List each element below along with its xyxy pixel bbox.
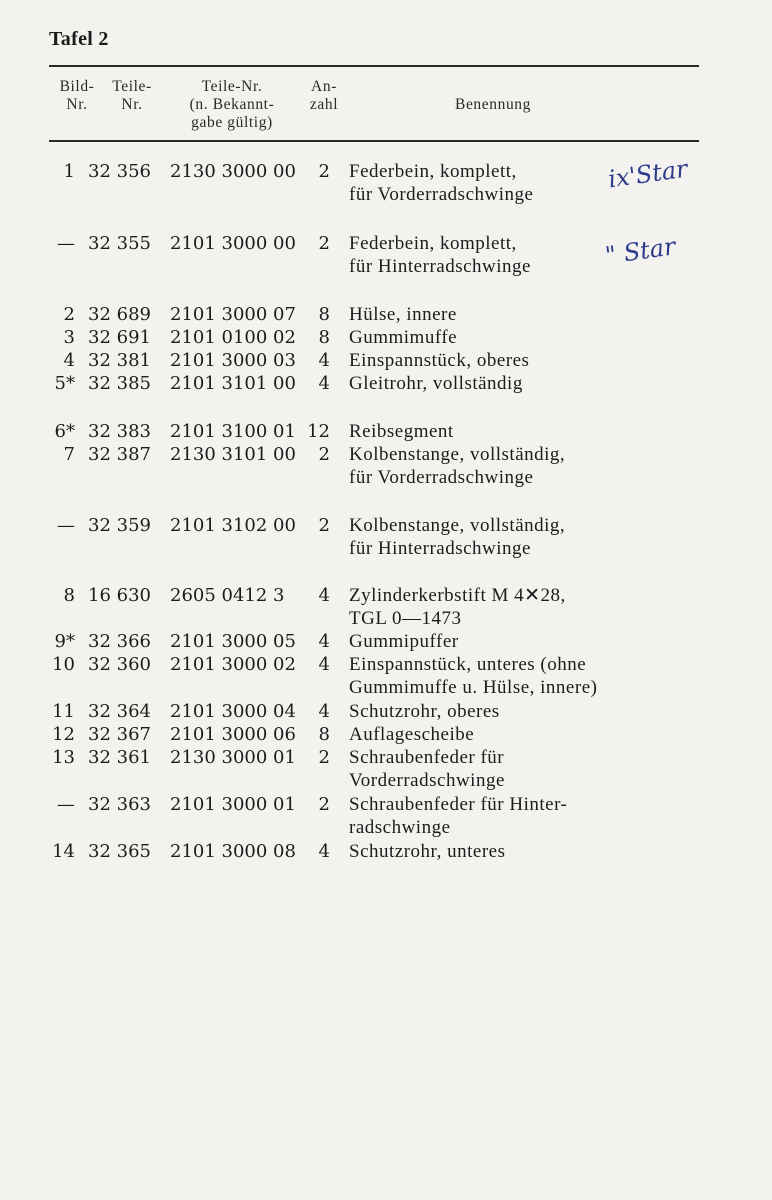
cell-bild-nr: — [57, 515, 75, 536]
cell-teile-nr: 32 387 [88, 444, 151, 465]
cell-anzahl: 2 [318, 444, 330, 465]
header-teile-nr-bekanntgabe: Teile-Nr. (n. Bekannt- gabe gültig) [189, 78, 275, 131]
cell-anzahl: 4 [318, 585, 330, 606]
cell-benennung: Einspannstück, unteres (ohne Gummimuffe u. Hülse, innere) [349, 654, 598, 698]
cell-benennung: Hülse, innere [349, 304, 457, 325]
cell-teile-nr: 32 365 [88, 841, 151, 862]
cell-benennung: Kolbenstange, vollständig, für Vorderradschwinge [349, 444, 566, 488]
cell-teile-nr: 32 361 [88, 747, 151, 768]
cell-teile-nr: 32 385 [88, 373, 151, 394]
cell-teile-nr: 32 381 [88, 350, 151, 371]
cell-bild-nr: 3 [63, 327, 75, 348]
cell-bild-nr: 5* [54, 373, 75, 394]
cell-teile-nr-bekanntgabe: 2101 3000 07 [170, 304, 296, 325]
cell-teile-nr: 32 359 [88, 515, 151, 536]
cell-benennung: Schraubenfeder für Hinter- radschwinge [349, 794, 568, 838]
cell-anzahl: 4 [318, 350, 330, 371]
cell-teile-nr: 32 689 [88, 304, 151, 325]
cell-benennung: Schutzrohr, oberes [349, 701, 500, 722]
cell-teile-nr-bekanntgabe: 2101 3000 05 [170, 631, 296, 652]
cell-teile-nr: 32 366 [88, 631, 151, 652]
cell-benennung: Schutzrohr, unteres [349, 841, 506, 862]
cell-benennung: Auflagescheibe [349, 724, 475, 745]
cell-benennung: Federbein, komplett, für Hinterradschwinge [349, 233, 531, 277]
cell-benennung: Einspannstück, oberes [349, 350, 530, 371]
cell-bild-nr: 12 [52, 724, 75, 745]
cell-anzahl: 8 [318, 304, 330, 325]
cell-anzahl: 4 [318, 701, 330, 722]
header-bild-nr: Bild- Nr. [59, 78, 95, 113]
cell-anzahl: 8 [318, 327, 330, 348]
cell-benennung: Zylinderkerbstift M 4✕28, TGL 0—1473 [349, 585, 566, 629]
cell-bild-nr: 9* [54, 631, 75, 652]
cell-teile-nr-bekanntgabe: 2101 0100 02 [170, 327, 296, 348]
cell-teile-nr-bekanntgabe: 2101 3102 00 [170, 515, 296, 536]
cell-teile-nr-bekanntgabe: 2101 3101 00 [170, 373, 296, 394]
cell-benennung: Gummimuffe [349, 327, 458, 348]
cell-anzahl: 2 [318, 794, 330, 815]
cell-teile-nr-bekanntgabe: 2101 3000 03 [170, 350, 296, 371]
header-anzahl: An- zahl [309, 78, 339, 113]
cell-benennung: Gummipuffer [349, 631, 459, 652]
cell-teile-nr-bekanntgabe: 2130 3000 01 [170, 747, 296, 768]
cell-teile-nr: 32 383 [88, 421, 151, 442]
cell-anzahl: 4 [318, 373, 330, 394]
cell-anzahl: 2 [318, 161, 330, 182]
cell-bild-nr: 13 [52, 747, 75, 768]
cell-benennung: Kolbenstange, vollständig, für Hinterradschwinge [349, 515, 566, 559]
cell-teile-nr-bekanntgabe: 2101 3000 02 [170, 654, 296, 675]
cell-teile-nr: 32 363 [88, 794, 151, 815]
cell-teile-nr-bekanntgabe: 2101 3000 08 [170, 841, 296, 862]
cell-teile-nr-bekanntgabe: 2605 0412 3 [170, 585, 285, 606]
cell-teile-nr-bekanntgabe: 2101 3000 00 [170, 233, 296, 254]
cell-benennung: Gleitrohr, vollständig [349, 373, 523, 394]
cell-benennung: Federbein, komplett, für Vorderradschwinge [349, 161, 534, 205]
cell-bild-nr: 4 [63, 350, 75, 371]
cell-teile-nr-bekanntgabe: 2130 3101 00 [170, 444, 296, 465]
cell-teile-nr-bekanntgabe: 2130 3000 00 [170, 161, 296, 182]
handwritten-note: ix'Star [606, 154, 690, 194]
cell-anzahl: 4 [318, 631, 330, 652]
cell-bild-nr: 2 [63, 304, 75, 325]
cell-bild-nr: 14 [52, 841, 75, 862]
cell-teile-nr: 32 356 [88, 161, 151, 182]
cell-anzahl: 2 [318, 747, 330, 768]
cell-bild-nr: 10 [52, 654, 75, 675]
cell-teile-nr-bekanntgabe: 2101 3000 01 [170, 794, 296, 815]
cell-bild-nr: — [57, 233, 75, 254]
cell-anzahl: 2 [318, 233, 330, 254]
cell-benennung: Schraubenfeder für Vorderradschwinge [349, 747, 505, 791]
cell-teile-nr-bekanntgabe: 2101 3000 04 [170, 701, 296, 722]
header-teile-nr: Teile- Nr. [112, 78, 152, 113]
cell-teile-nr-bekanntgabe: 2101 3000 06 [170, 724, 296, 745]
cell-benennung: Reibsegment [349, 421, 454, 442]
cell-teile-nr: 32 691 [88, 327, 151, 348]
page-title: Tafel 2 [49, 28, 109, 50]
cell-teile-nr-bekanntgabe: 2101 3100 01 [170, 421, 296, 442]
handwritten-note: " Star [603, 232, 678, 270]
cell-bild-nr: 7 [63, 444, 75, 465]
cell-bild-nr: 11 [52, 701, 75, 722]
cell-bild-nr: — [57, 794, 75, 815]
cell-bild-nr: 1 [63, 161, 75, 182]
cell-bild-nr: 8 [63, 585, 75, 606]
cell-teile-nr: 32 355 [88, 233, 151, 254]
cell-teile-nr: 16 630 [88, 585, 151, 606]
cell-anzahl: 8 [318, 724, 330, 745]
cell-teile-nr: 32 360 [88, 654, 151, 675]
cell-teile-nr: 32 367 [88, 724, 151, 745]
header-benennung: Benennung [455, 96, 531, 113]
cell-anzahl: 12 [307, 421, 330, 442]
cell-bild-nr: 6* [54, 421, 75, 442]
cell-anzahl: 4 [318, 841, 330, 862]
cell-anzahl: 4 [318, 654, 330, 675]
cell-teile-nr: 32 364 [88, 701, 151, 722]
cell-anzahl: 2 [318, 515, 330, 536]
